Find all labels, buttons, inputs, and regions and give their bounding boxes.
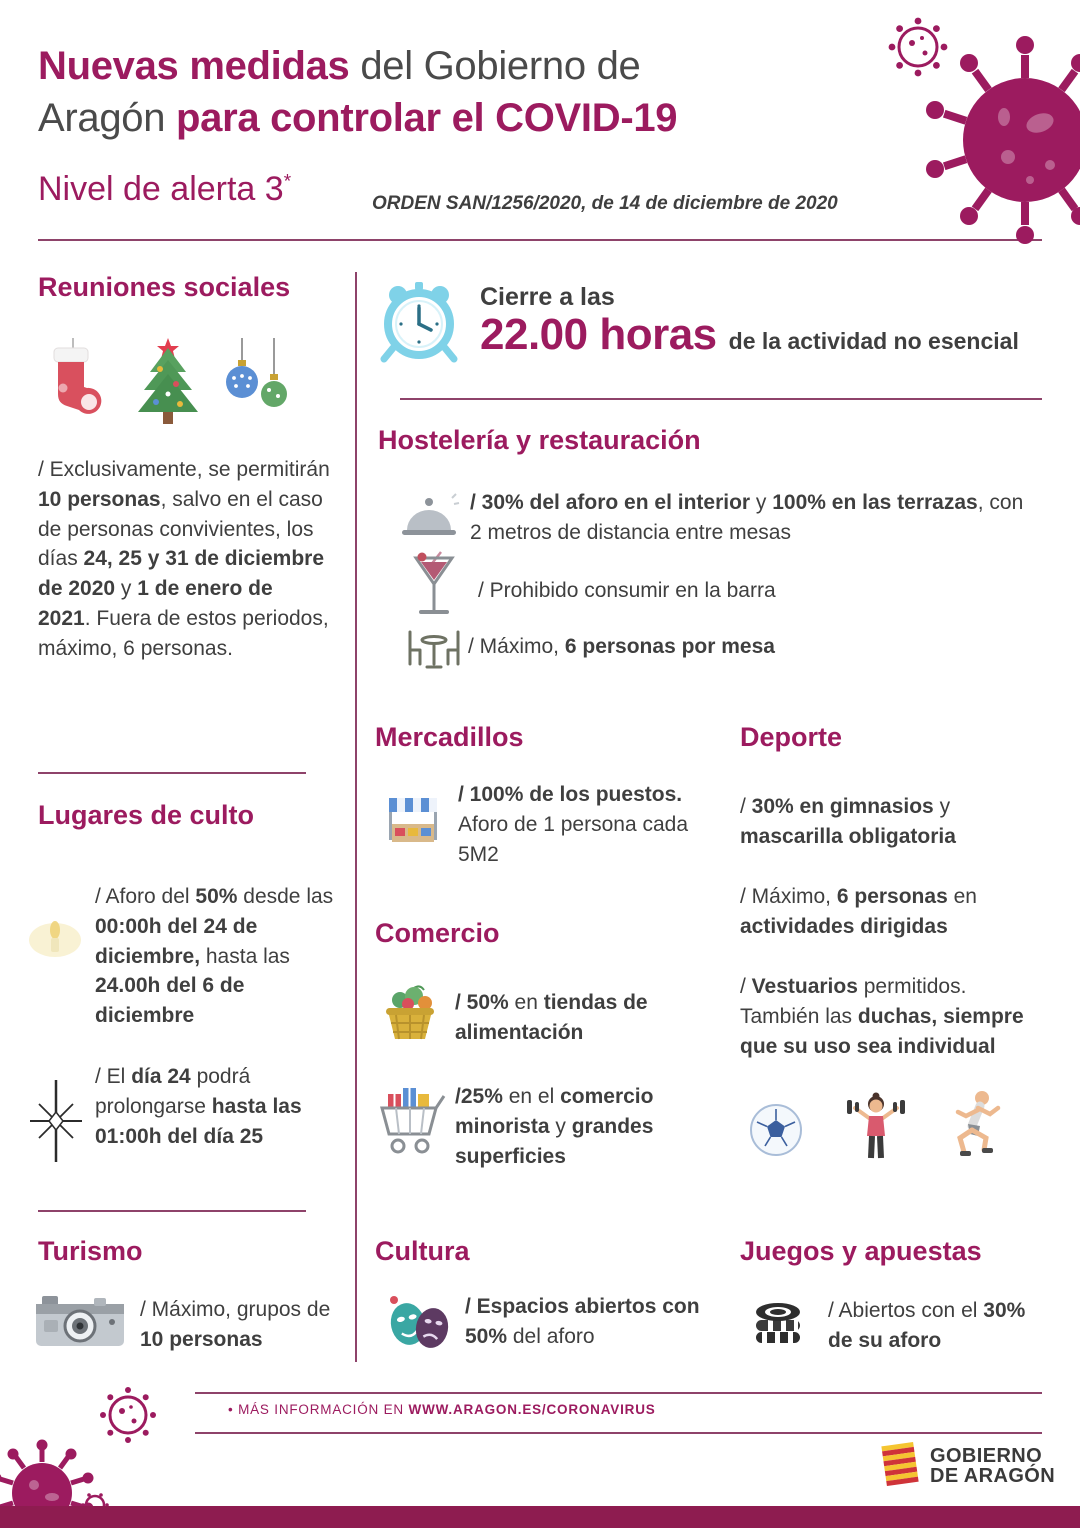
- section-title-reuniones: Reuniones sociales: [38, 272, 291, 302]
- order-reference: ORDEN SAN/1256/2020, de 14 de diciembre de 2020: [372, 193, 838, 214]
- ornaments-icon: [222, 338, 294, 424]
- cloche-icon: [398, 490, 460, 544]
- market-stall-icon: [383, 790, 443, 852]
- footer-info: [228, 1402, 656, 1417]
- virus-icon: [880, 5, 1080, 250]
- title-accent-2: para controlar el COVID-19: [176, 96, 678, 140]
- cultura-rule: / Espacios abiertos con 50% del aforo: [465, 1295, 700, 1348]
- section-title-comercio: Comercio: [375, 918, 500, 948]
- dumbbells-icon: [845, 1092, 907, 1162]
- camera-icon: [34, 1290, 126, 1354]
- cierre-divider: [400, 398, 1042, 400]
- turismo-rule: / Máximo, grupos de 10 personas: [140, 1298, 331, 1351]
- reuniones-rule: / Exclusivamente, se permitirán 10 personas, salvo en el caso de personas convivientes, los días 24, 25 y 31 de diciembre de 2020 y 1 de enero de 2021. Fuera de estos periodos, máximo, 6 personas.: [38, 458, 330, 660]
- page-title: [38, 40, 878, 144]
- alert-asterisk: *: [283, 171, 292, 193]
- table-chairs-icon: [402, 624, 466, 672]
- coronavirus-url[interactable]: WWW.ARAGON.ES/CORONAVIRUS: [408, 1402, 656, 1417]
- bottom-bar: [0, 1506, 1080, 1528]
- left-divider-1: [38, 772, 306, 774]
- title-plain-2: Aragón: [38, 96, 176, 140]
- footer-divider-top: [195, 1392, 1042, 1394]
- candle-glow-icon: [20, 900, 90, 970]
- section-title-mercadillos: Mercadillos: [375, 722, 524, 752]
- title-rest-1: del Gobierno de: [349, 44, 641, 88]
- christmas-tree-icon: [130, 336, 206, 432]
- juegos-rule: / Abiertos con el 30% de su aforo: [828, 1299, 1026, 1352]
- section-title-turismo: Turismo: [38, 1236, 143, 1266]
- food-basket-icon: [378, 982, 442, 1046]
- culto-aforo-rule: / Aforo del 50% desde las 00:00h del 24 de diciembre, hasta las 24.00h del 6 de diciembre: [95, 885, 334, 1028]
- mercadillos-rule: / 100% de los puestos. Aforo de 1 persona cada 5M2: [458, 783, 688, 866]
- alert-level: [38, 170, 291, 209]
- culto-dia24-rule: / El día 24 podrá prolongarse hasta las 01:00h del día 25: [95, 1065, 302, 1148]
- christmas-stocking-icon: [42, 338, 104, 430]
- runner-icon: [942, 1088, 1004, 1160]
- shopping-cart-icon: [374, 1082, 446, 1160]
- left-divider-2: [38, 1210, 306, 1212]
- logo-line-2: DE ARAGÓN: [930, 1465, 1056, 1488]
- section-title-cultura: Cultura: [375, 1236, 470, 1266]
- hosteleria-rule-barra: / Prohibido consumir en la barra: [478, 579, 776, 602]
- theater-masks-icon: [380, 1288, 460, 1358]
- section-title-culto: Lugares de culto: [38, 800, 255, 830]
- section-title-juegos: Juegos y apuestas: [740, 1236, 982, 1266]
- deporte-rule-gimnasios: / 30% en gimnasios y mascarilla obligatoria: [740, 795, 956, 848]
- comercio-rule-tiendas: / 50% en tiendas de alimentación: [455, 991, 648, 1044]
- gobierno-aragon-logo: [930, 1446, 1055, 1487]
- hosteleria-rule-mesa: / Máximo, 6 personas por mesa: [468, 635, 775, 658]
- cierre-rest: de la actividad no esencial: [728, 328, 1019, 354]
- hosteleria-rule-aforo: / 30% del aforo en el interior y 100% en las terrazas, con 2 metros de distancia entre mesas: [470, 491, 1024, 544]
- footer-info-prefix: • MÁS INFORMACIÓN EN: [228, 1402, 409, 1417]
- soccer-ball-icon: [748, 1102, 804, 1158]
- deporte-rule-actividades: / Máximo, 6 personas en actividades dirigidas: [740, 885, 977, 938]
- column-divider: [355, 272, 357, 1362]
- comercio-rule-minorista: /25% en el comercio minorista y grandes superficies: [455, 1085, 654, 1168]
- aragon-flag-icon: [878, 1440, 922, 1488]
- sparkle-star-icon: [25, 1078, 87, 1164]
- title-accent-1: Nuevas medidas: [38, 44, 350, 88]
- section-title-hosteleria: Hostelería y restauración: [378, 425, 701, 455]
- cierre-line: [480, 310, 1040, 360]
- deporte-rule-vestuarios: / Vestuarios permitidos. También las duchas, siempre que su uso sea individual: [740, 975, 1024, 1058]
- cocktail-icon: [408, 550, 460, 622]
- logo-line-1: GOBIERNO: [930, 1445, 1043, 1467]
- alert-level-text: Nivel de alerta 3: [38, 170, 284, 208]
- section-title-deporte: Deporte: [740, 722, 843, 752]
- footer-divider-bottom: [195, 1432, 1042, 1434]
- cierre-intro: Cierre a las: [480, 283, 615, 311]
- alarm-clock-icon: [378, 280, 460, 364]
- poker-chips-icon: [748, 1292, 808, 1352]
- cierre-time: 22.00 horas: [480, 310, 717, 359]
